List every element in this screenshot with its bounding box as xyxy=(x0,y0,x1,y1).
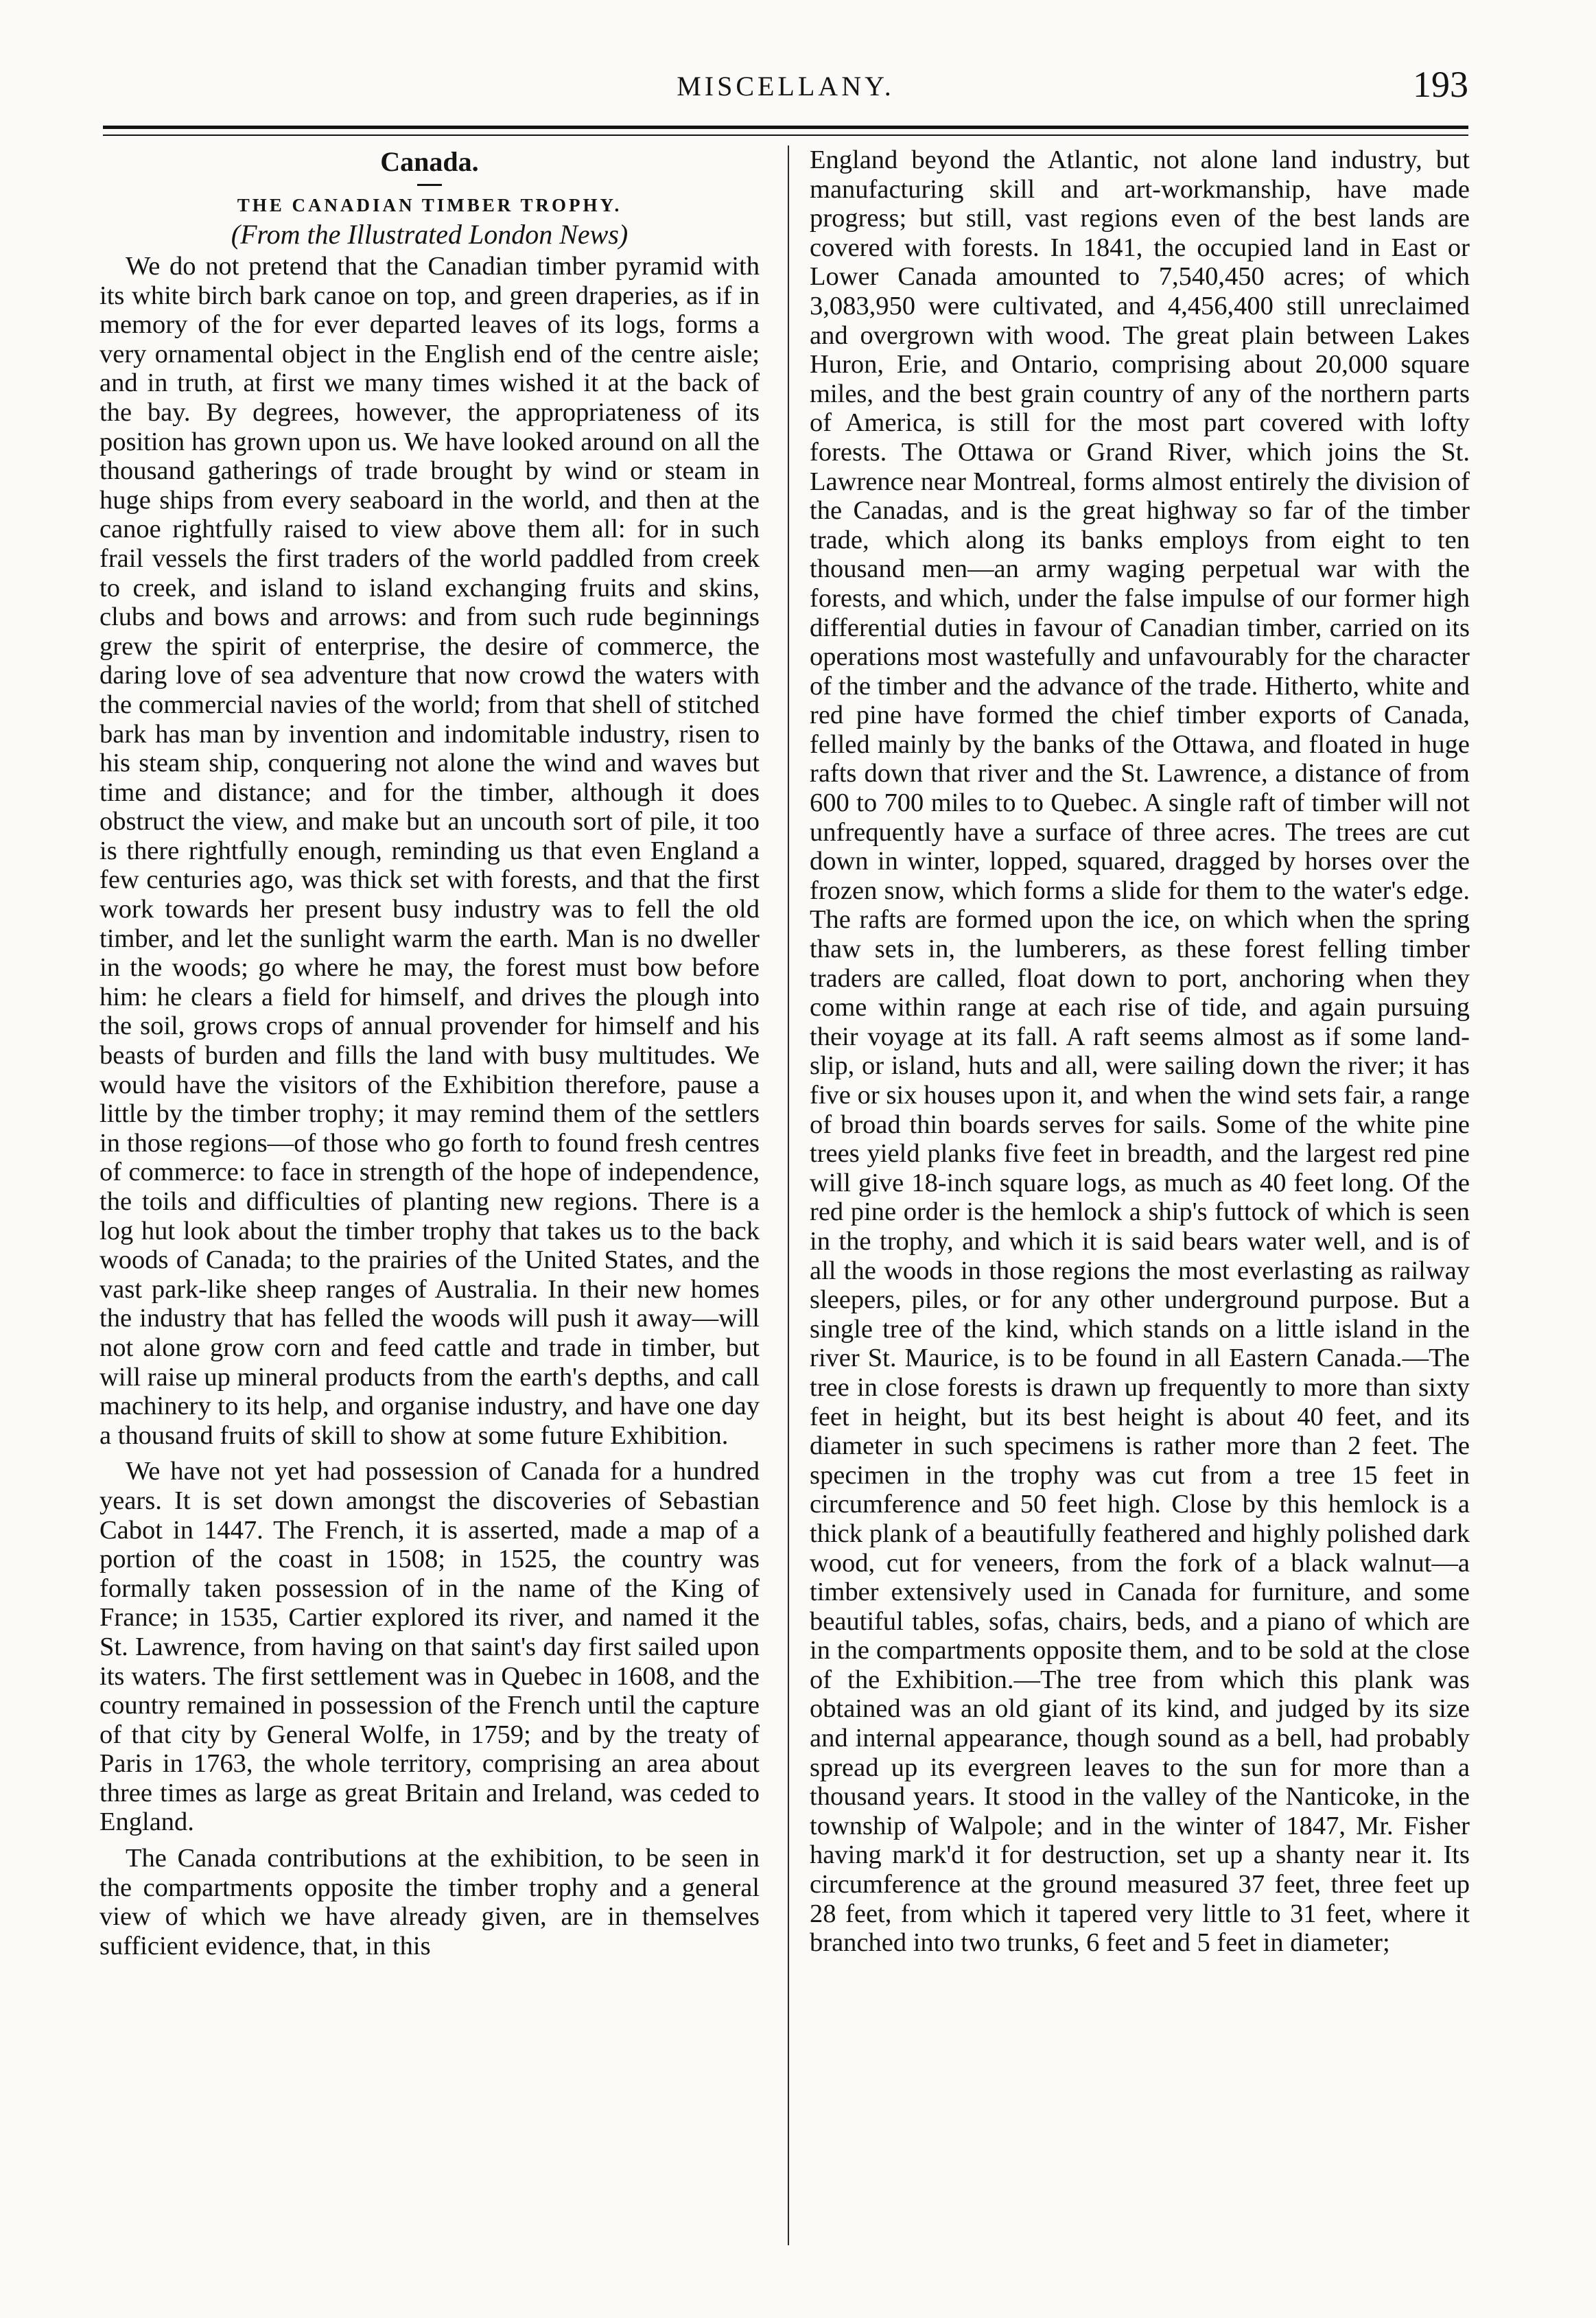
paragraph: England beyond the Atlantic, not alone land industry, but manufacturing skill and art-workmanship, have made progress; but still, vast regions even of the best lands are covered with forests. In 1841, the occupied land in East or Lower Canada amounted to 7,540,450 acres; of which 3,083,950 were cultivated, and 4,456,400 still unreclaimed and overgrown with wood. The great plain between Lakes Huron, Erie, and Ontario, comprising about 20,000 square miles, and the best grain country of any of the northern parts of America, is still for the most part covered with lofty forests. The Ottawa or Grand River, which joins the St. Lawrence near Montreal, forms almost entirely the division of the Canadas, and is the great highway so far of the timber trade, which along its banks employs from eight to ten thousand men—an army waging perpetual war with the forests, and which, under the false impulse of our former high differential duties in favour of Canadian timber, carried on its operations most wastefully and unfavourably for the character of the timber and the advance of the trade. Hitherto, white and red pine have formed the chief timber exports of Canada, felled mainly by the banks of the Ottawa, and floated in huge rafts down that river and the St. Lawrence, a distance of from 600 to 700 miles to to Quebec. A single raft of timber will not unfrequently have a surface of three acres. The trees are cut down in winter, lopped, squared, dragged by horses over the frozen snow, which forms a slide for them to the water's edge. The rafts are formed upon the ice, on which when the spring thaw sets in, the lumberers, as these forest felling timber traders are called, float down to port, anchoring when they come within range at each rise of tide, and again pursuing their voyage at its fall. A raft seems almost as if some land-slip, or island, huts and all, were sailing down the river; it has five or six houses upon it, and when the wind sets fair, a range of broad thin boards serves for sails. Some of the white pine trees yield planks five feet in breadth, and the largest red pine will give 18-inch square logs, as much as 40 feet long. Of the red pine order is the hemlock a ship's futtock of which is seen in the trophy, and which it is said bears water well, and is of all the woods in those regions the most everlasting as railway sleepers, piles, or for any other underground purpose. But a single tree of the kind, which stands on a little island in the river St. Maurice, is to be found in all Eastern Canada.—The tree in close forests is drawn up frequently to more than sixty feet in height, but its best height is about 40 feet, and its diameter in such specimens is rather more than 2 feet. The specimen in the trophy was cut from a tree 15 feet in circumference and 50 feet high. Close by this hemlock is a thick plank of a beautifully feathered and highly polished dark wood, cut for veneers, from the fork of a black walnut—a timber extensively used in Canada for furniture, and some beautiful tables, sofas, chairs, beds, and a piano of which are in the compartments opposite them, and to be sold at the close of the Exhibition.—The tree from which this plank was obtained was an old giant of its kind, and judged by its size and internal appearance, though sound as a bell, had probably spread up its evergreen leaves to the sun for more than a thousand years. It stood in the valley of the Nanticoke, in the township of Walpole; and in the winter of 1847, Mr. Fisher having mark'd it for destruction, set up a shanty near it. Its circumference at the ground measured 37 feet, three feet up 28 feet, from which it tapered very little to 31 feet, where it branched into two trunks, 6 feet and 5 feet in diameter; xyxy=(810,145,1470,1958)
header-rule-thick xyxy=(103,126,1468,129)
page-header xyxy=(103,63,1468,118)
paragraph: The Canada contributions at the exhibition, to be seen in the compartments opposite the timber trophy and a general view of which we have already given, are in themselves sufficient evidence, that, in this xyxy=(99,1844,760,1960)
column-divider xyxy=(788,145,789,2245)
article-source: (From the Illustrated London News) xyxy=(231,219,629,250)
paragraph: We do not pretend that the Canadian timber pyramid with its white birch bark canoe on top, and green draperies, as if in memory of the for ever departed leaves of its logs, forms a very ornamental object in the English end of the centre aisle; and in truth, at first we many times wished it at the back of the bay. By degrees, however, the appropriateness of its position has grown upon us. We have looked around on all the thousand gatherings of trade brought by wind or steam in huge ships from every seaboard in the world, and then at the canoe rightfully raised to view above them all: for in such frail vessels the first traders of the world paddled from creek to creek, and island to island exchanging fruits and skins, clubs and bows and arrows: and from such rude beginnings grew the spirit of enterprise, the desire of commerce, the daring love of sea adventure that now crowd the waters with the commercial navies of the world; from that shell of stitched bark has man by invention and indomitable industry, risen to his steam ship, conquering not alone the wind and waves but time and distance; and for the timber, although it does obstruct the view, and make but an uncouth sort of pile, it too is there rightfully enough, reminding us that even England a few centuries ago, was thick set with forests, and that the first work towards her present busy industry was to fell the old timber, and let the sunlight warm the earth. Man is no dweller in the woods; go where he may, the forest must bow before him: he clears a field for himself, and drives the plough into the soil, grows crops of annual provender for himself and his beasts of burden and fills the land with busy multitudes. We would have the visitors of the Exhibition therefore, pause a little by the timber trophy; it may remind them of the settlers in those regions—of those who go forth to found fresh centres of commerce: to face in strength of the hope of independence, the toils and difficulties of planting new regions. There is a log hut look about the timber trophy that takes us to the back woods of Canada; to the prairies of the United States, and the vast park-like sheep ranges of Australia. In their new homes the industry that has felled the woods will push it away—will not alone grow corn and feed cattle and trade in timber, but will raise up mineral products from the earth's depths, and call machinery to its help, and organise industry, and have one day a thousand fruits of skill to show at some future Exhibition. xyxy=(99,252,760,1450)
paragraph: We have not yet had possession of Canada for a hundred years. It is set down amongst the discoveries of Sebastian Cabot in 1447. The French, it is asserted, made a map of a portion of the coast in 1508; in 1525, the country was formally taken possession of in the name of the King of France; in 1535, Cartier explored its river, and named it the St. Lawrence, from having on that saint's day first sailed upon its waters. The first settlement was in Quebec in 1608, and the country remained in possession of the French until the capture of that city by General Wolfe, in 1759; and by the treaty of Paris in 1763, the whole territory, comprising an area about three times as large as great Britain and Ireland, was ceded to England. xyxy=(99,1457,760,1837)
running-head: MISCELLANY. xyxy=(677,71,895,102)
article-title: THE CANADIAN TIMBER TROPHY. xyxy=(237,195,622,215)
title-dash xyxy=(417,184,442,186)
page-number: 193 xyxy=(1413,64,1468,105)
right-column xyxy=(810,145,1470,2252)
header-rule-thin xyxy=(103,134,1468,136)
section-title: Canada. xyxy=(380,146,479,177)
left-column xyxy=(99,145,760,2252)
